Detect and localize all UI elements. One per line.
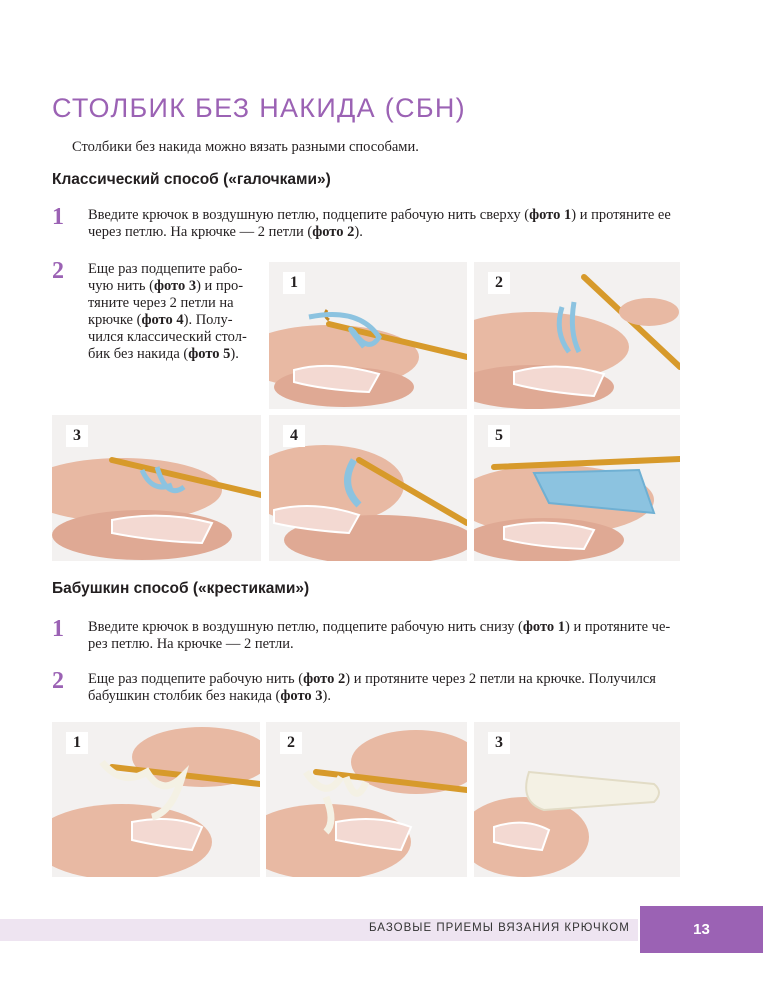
intro-text: Столбики без накида можно вязать разными способами. <box>72 139 419 155</box>
page-title: СТОЛБИК БЕЗ НАКИДА (СБН) <box>52 93 466 123</box>
photo-granny-1 <box>52 722 260 877</box>
step-text: Введите крючок в воздушную петлю, подцепите рабочую нить снизу (фото 1) и протяните че- рез петлю. На крючке — 2 петли. <box>88 619 671 652</box>
photo-label: 3 <box>488 732 510 754</box>
section-heading-classic: Классический способ («галочками») <box>52 171 331 188</box>
step-text: Еще раз подцепите рабо- чую нить (фото 3) и про- тяните через 2 петли на крючке (фото 4). Полу- чился классический стол- бик без накида (фото 5). <box>88 261 247 362</box>
photo-classic-2 <box>474 262 680 409</box>
page-number: 13 <box>640 906 763 953</box>
step-number: 2 <box>52 258 64 284</box>
step-number: 2 <box>52 668 64 694</box>
photo-label: 2 <box>488 272 510 294</box>
running-title: БАЗОВЫЕ ПРИЕМЫ ВЯЗАНИЯ КРЮЧКОМ <box>369 922 630 934</box>
step-number: 1 <box>52 616 64 642</box>
step-text: Еще раз подцепите рабочую нить (фото 2) и протяните через 2 петли на крючке. Получился бабушкин столбик без накида (фото 3). <box>88 671 656 704</box>
step-number: 1 <box>52 204 64 230</box>
photo-classic-5 <box>474 415 680 561</box>
photo-classic-3 <box>52 415 261 561</box>
photo-classic-4 <box>269 415 467 561</box>
photo-label: 1 <box>66 732 88 754</box>
photo-label: 5 <box>488 425 510 447</box>
photo-label: 2 <box>280 732 302 754</box>
step-text: Введите крючок в воздушную петлю, подцепите рабочую нить сверху (фото 1) и протяните ее через петлю. На крючке — 2 петли (фото 2). <box>88 207 671 240</box>
photo-label: 4 <box>283 425 305 447</box>
photo-classic-1 <box>269 262 467 409</box>
photo-label: 1 <box>283 272 305 294</box>
section-heading-granny: Бабушкин способ («крестиками») <box>52 580 310 597</box>
photo-granny-3 <box>474 722 680 877</box>
photo-granny-2 <box>266 722 467 877</box>
photo-label: 3 <box>66 425 88 447</box>
